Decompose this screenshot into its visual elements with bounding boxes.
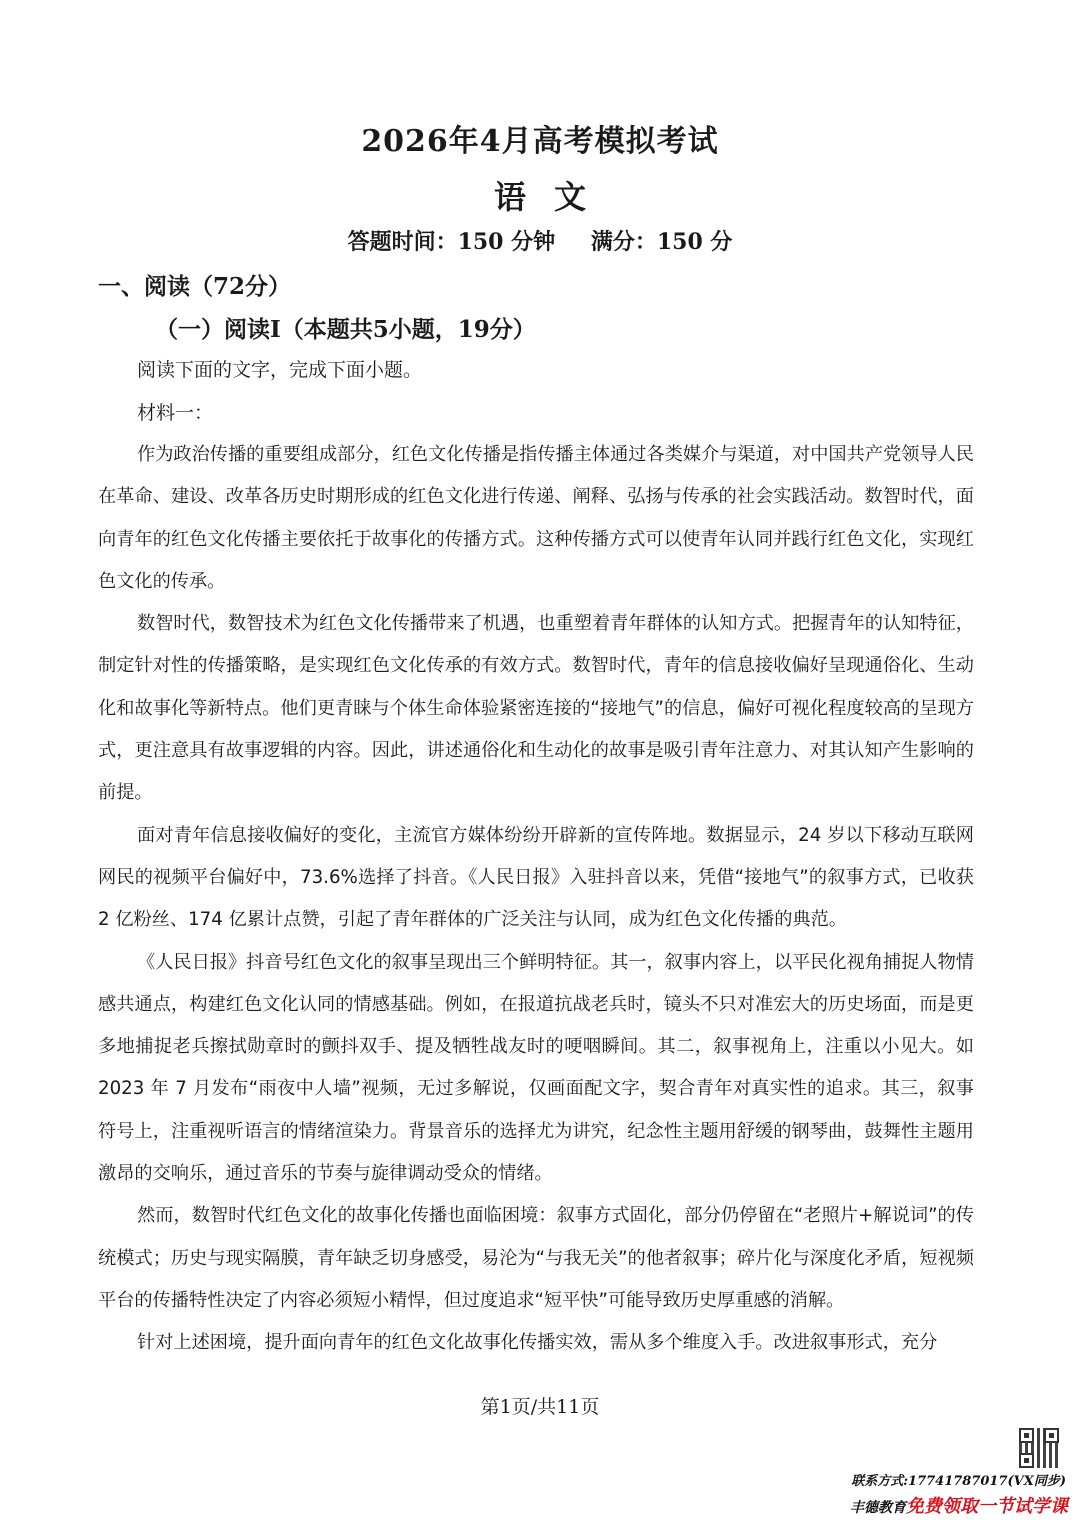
paragraph: 《人民日报》抖音号红色文化的叙事呈现出三个鲜明特征。其一，叙事内容上，以平民化视角捕捉人物情感共通点，构建红色文化认同的情感基础。例如，在报道抗战老兵时，镜头不只对准宏大的历史场面，而是更多地捕捉老兵擦拭勋章时的颤抖双手、提及牺牲战友时的哽咽瞬间。其二，叙事视角上，注重以小见大。如 2023 年 7 月发布“雨夜中人墙”视频，无过多解说，仅画面配文字，契合青年对真实性的追求。其三，叙事符号上，注重视听语言的情绪渲染力。背景音乐的选择尤为讲究，纪念性主题用舒缓的钢琴曲，鼓舞性主题用激昂的交响乐，通过音乐的节奏与旋律调动受众的情绪。 — [98, 951, 974, 1185]
paragraph: 然而，数智时代红色文化的故事化传播也面临困境：叙事方式固化，部分仍停留在“老照片+解说词”的传统模式；历史与现实隔膜，青年缺乏切身感受，易沦为“与我无关”的他者叙事；碎片化与深度化矛盾，短视频平台的传播特性决定了内容必须短小精悍，但过度追求“短平快”可能导致历史厚重感的消解。 — [98, 1205, 974, 1311]
qr-eye-icon — [1044, 1428, 1059, 1443]
brand-name: 丰德教育 — [850, 1500, 906, 1516]
instruction-text: 阅读下面的文字，完成下面小题。 — [137, 359, 423, 381]
paragraph: 针对上述困境，提升面向青年的红色文化故事化传播实效，需从多个维度入手。改进叙事形式，充分 — [137, 1332, 938, 1354]
paragraph: 数智时代，数智技术为红色文化传播带来了机遇，也重塑着青年群体的认知方式。把握青年的认知特征，制定针对性的传播策略，是实现红色文化传承的有效方式。数智时代，青年的信息接收偏好呈现通俗化、生动化和故事化等新特点。他们更青睐与个体生命体验紧密连接的“接地气”的信息，偏好可视化程度较高的呈现方式，更注意具有故事逻辑的内容。因此，讲述通俗化和生动化的故事是吸引青年注意力、对其认知产生影响的前提。 — [98, 613, 974, 804]
sub-section-heading: （一）阅读Ⅰ（本题共5小题，19分） — [155, 316, 536, 343]
paragraph: 面对青年信息接收偏好的变化，主流官方媒体纷纷开辟新的宣传阵地。数据显示，24 岁以下移动互联网网民的视频平台偏好中，73.6%选择了抖音。《人民日报》入驻抖音以来，凭借“接地气”的叙事方式，已收获 2 亿粉丝、174 亿累计点赞，引起了青年群体的广泛关注与认同，成为红色文化传播的典范。 — [98, 824, 974, 931]
qr-eye-icon — [1019, 1428, 1034, 1443]
subject-title: 语文 — [493, 178, 614, 216]
promo-banner — [850, 1492, 1068, 1518]
material-label: 材料一： — [137, 402, 214, 424]
contact-info: 联系方式:17741787017(VX同步) — [851, 1474, 1066, 1489]
exam-meta — [0, 225, 1080, 256]
paragraph: 作为政治传播的重要组成部分，红色文化传播是指传播主体通过各类媒介与渠道，对中国共产党领导人民在革命、建设、改革各历史时期形成的红色文化进行传递、阐释、弘扬与传承的社会实践活动。数智时代，面向青年的红色文化传播主要依托于故事化的传播方式。这种传播方式可以使青年认同并践行红色文化，实现红色文化的传承。 — [98, 444, 974, 592]
promo-text: 免费领取一节试学课 — [906, 1496, 1068, 1517]
section-heading: 一、阅读（72分） — [98, 273, 292, 300]
qr-eye-icon — [1019, 1453, 1034, 1468]
time-label: 答题时间：150 分钟 — [347, 229, 556, 255]
page-number: 第1页/共11页 — [480, 1396, 600, 1418]
exam-title: 2026年4月高考模拟考试 — [361, 124, 719, 159]
score-label: 满分：150 分 — [590, 229, 733, 255]
reading-passage — [98, 434, 974, 1365]
qr-code-icon — [1019, 1428, 1059, 1468]
